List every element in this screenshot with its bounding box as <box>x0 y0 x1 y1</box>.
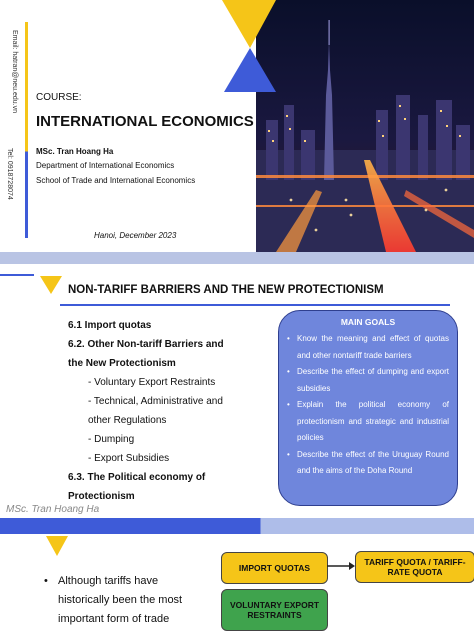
table-of-contents <box>68 316 268 506</box>
city-night-photo <box>256 0 474 252</box>
toc-item: - Voluntary Export Restraints <box>88 377 216 388</box>
accent-bar <box>25 22 28 238</box>
author-name: MSc. Tran Hoang Ha <box>36 147 114 156</box>
decorative-triangle <box>44 534 70 560</box>
import-quotas-box: IMPORT QUOTAS <box>221 552 328 584</box>
toc-item: - Technical, Administrative and <box>88 396 223 407</box>
slide-footer-band <box>0 252 474 264</box>
contents-slide <box>0 268 474 534</box>
footer-author: MSc. Tran Hoang Ha <box>6 504 100 515</box>
date-location: Hanoi, December 2023 <box>94 231 177 240</box>
bullet-icon: • <box>44 575 48 587</box>
slide-heading: NON-TARIFF BARRIERS AND THE NEW PROTECTIONISM <box>68 284 384 296</box>
decorative-triangles <box>220 0 280 95</box>
toc-item: 6.1 Import quotas <box>68 320 152 331</box>
email-text: Email: hatran@neu.edu.vn <box>11 30 18 113</box>
goals-list <box>287 331 449 480</box>
goal-item: • Describe the effect of dumping and export subsidies <box>287 364 449 397</box>
contact-info <box>6 30 18 230</box>
tel-text: Tel: 0918728074 <box>6 148 13 200</box>
voluntary-export-restraints-box: VOLUNTARY EXPORT RESTRAINTS <box>221 589 328 631</box>
toc-item: - Export Subsidies <box>88 453 170 464</box>
toc-item: Protectionism <box>68 491 135 502</box>
slide-footer-band <box>0 518 474 534</box>
toc-item: the New Protectionism <box>68 358 176 369</box>
goals-title: MAIN GOALS <box>340 317 396 327</box>
toc-item: 6.2. Other Non-tariff Barriers and <box>68 339 224 350</box>
goal-item: • Explain the political economy of protectionism and strategic and industrial policies <box>287 397 449 447</box>
goal-item: • Know the meaning and effect of quotas and other nontariff trade barriers <box>287 331 449 364</box>
course-label: COURSE: <box>36 92 82 103</box>
school: School of Trade and International Economics <box>36 176 196 185</box>
toc-item: other Regulations <box>88 415 167 426</box>
department: Department of International Economics <box>36 161 175 170</box>
goal-item: • Describe the effect of the Uruguay Round and the aims of the Doha Round <box>287 447 449 480</box>
toc-item: - Dumping <box>88 434 135 445</box>
course-title: INTERNATIONAL ECONOMICS <box>36 113 254 130</box>
bullet-text <box>44 572 204 629</box>
bullet-content: Although tariffs have historically been the most important form of trade <box>58 575 183 625</box>
import-quotas-slide <box>0 534 474 632</box>
arrow-icon <box>327 560 355 572</box>
main-goals-box <box>278 310 458 506</box>
title-slide <box>0 0 474 264</box>
tariff-quota-box: TARIFF QUOTA / TARIFF-RATE QUOTA <box>355 551 474 583</box>
toc-item: 6.3. The Political economy of <box>68 472 206 483</box>
